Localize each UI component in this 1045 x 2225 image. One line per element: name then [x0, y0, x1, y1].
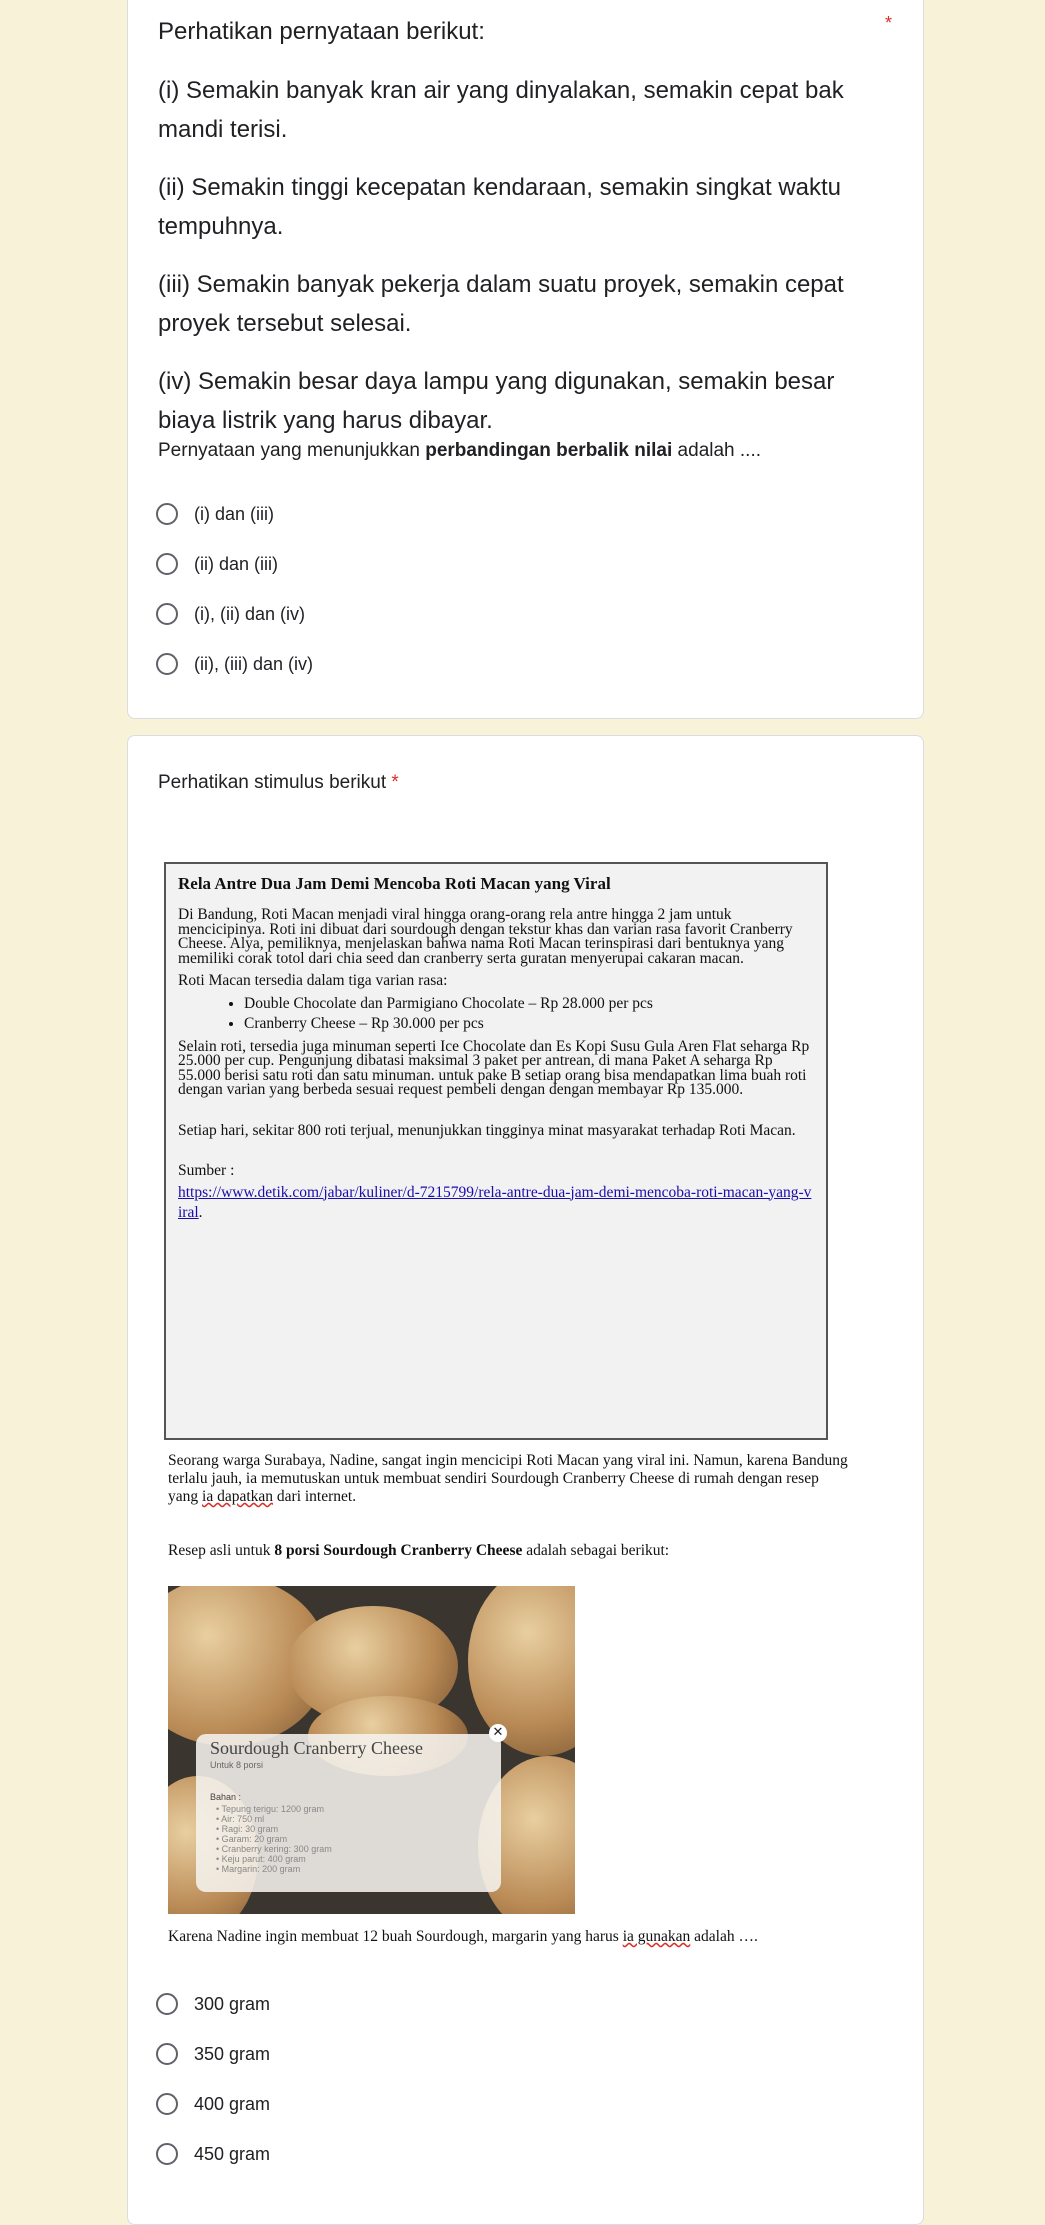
option-q1-c[interactable] — [156, 598, 305, 630]
statement-1: (i) Semakin banyak kran air yang dinyalakan, semakin cepat bak mandi terisi. — [158, 77, 844, 143]
recipe-intro-end: adalah sebagai berikut: — [522, 1542, 670, 1559]
variant-item: • Cranberry Cheese – Rp 30.000 per pcs — [244, 1017, 814, 1032]
radio-button[interactable] — [156, 1993, 178, 2015]
prompt-bold-text: perbandingan berbalik nilai — [425, 440, 673, 461]
spellcheck-word: ia gunakan — [622, 1928, 691, 1945]
option-label: 300 gram — [194, 1993, 271, 2014]
question-title — [158, 766, 399, 800]
prompt-text: Pernyataan yang menunjukkan — [158, 440, 426, 461]
required-asterisk: * — [885, 13, 893, 33]
article-paragraph-4: Setiap hari, sekitar 800 roti terjual, menunjukkan tingginya minat masyarakat terhadap Roti Macan. — [178, 1121, 796, 1139]
news-article — [164, 862, 828, 1440]
option-q1-d[interactable] — [156, 648, 313, 680]
question-card-1 — [127, 0, 924, 719]
option-q1-b[interactable] — [156, 548, 278, 580]
variant-list — [178, 994, 814, 1032]
prompt-text-end: adalah .... — [672, 440, 762, 461]
ingredient-item: • Air: 750 ml — [216, 1814, 265, 1824]
question-text-part: Karena Nadine ingin membuat 12 buah Sourdough, margarin yang harus — [168, 1928, 623, 1945]
ingredient-item: • Tepung terigu: 1200 gram — [216, 1804, 325, 1814]
recipe-ingredients — [216, 1804, 332, 1874]
question-text-end: adalah …. — [690, 1928, 758, 1945]
radio-button[interactable] — [156, 553, 178, 575]
source-line — [178, 1183, 814, 1223]
option-q2-b[interactable] — [156, 2038, 270, 2070]
recipe-intro-bold: 8 porsi Sourdough Cranberry Cheese — [274, 1542, 523, 1559]
option-q1-a[interactable] — [156, 498, 274, 530]
sourdough-photo — [168, 1586, 575, 1914]
option-label: (ii), (iii) dan (iv) — [194, 653, 313, 674]
option-label: (i) dan (iii) — [194, 503, 275, 524]
option-label: 400 gram — [194, 2093, 271, 2114]
statement-2: (ii) Semakin tinggi kecepatan kendaraan, semakin singkat waktu tempuhnya. — [158, 174, 842, 240]
option-label: 450 gram — [194, 2143, 271, 2164]
radio-button[interactable] — [156, 2043, 178, 2065]
option-label: (ii) dan (iii) — [194, 553, 279, 574]
article-paragraph-3: Selain roti, tersedia juga minuman seperti Ice Chocolate dan Es Kopi Susu Gula Aren Flat seharga Rp 25.000 per cup. Pengunjung dibatasi maksimal 3 paket per antrean, di mana Paket A seharga Rp 55.000 berisi satu roti dan satu minuman. untuk pake B setiap orang bisa mendapatkan lima buah roti dengan varian yang berbeda sesuai request pembeli dengan dengan membayar Rp 135.000. — [178, 1037, 810, 1098]
recipe-card — [196, 1725, 504, 1892]
radio-button[interactable] — [156, 503, 178, 525]
question-title-text: Perhatikan stimulus berikut — [158, 772, 387, 793]
recipe-heading: Bahan : — [210, 1792, 242, 1802]
source-link[interactable]: https://www.detik.com/jabar/kuliner/d-7215799/rela-antre-dua-jam-demi-mencoba-roti-macan-yang-viral — [178, 1183, 812, 1221]
story-text-part: Seorang warga Surabaya, Nadine, sangat ingin mencicipi Roti Macan yang viral ini. Namun, karena Bandung terlalu jauh, ia memutuskan untuk membuat sendiri Sourdough Cranberry Cheese di rumah dengan resep yang — [168, 1452, 848, 1505]
source-end: . — [198, 1203, 203, 1221]
story-text-end: dari internet. — [273, 1488, 357, 1505]
close-icon: ✕ — [489, 1724, 507, 1742]
option-q2-c[interactable] — [156, 2088, 270, 2120]
statement-4: (iv) Semakin besar daya lampu yang digunakan, semakin besar biaya listrik yang harus dibayar. — [158, 368, 835, 434]
option-label: 350 gram — [194, 2043, 271, 2064]
article-title: Rela Antre Dua Jam Demi Mencoba Roti Macan yang Viral — [178, 874, 611, 893]
recipe-intro-text: Resep asli untuk — [168, 1542, 275, 1559]
bread-loaf-shape — [468, 1586, 575, 1756]
radio-button[interactable] — [156, 603, 178, 625]
story-text — [168, 1452, 848, 1506]
article-paragraph-2: Roti Macan tersedia dalam tiga varian rasa: — [178, 972, 448, 989]
recipe-subtitle: Untuk 8 porsi — [210, 1760, 264, 1770]
option-q2-d[interactable] — [156, 2138, 270, 2170]
radio-button[interactable] — [156, 2143, 178, 2165]
question-title: Perhatikan pernyataan berikut: — [158, 18, 485, 45]
ingredient-item: • Ragi: 30 gram — [216, 1824, 279, 1834]
question-prompt — [158, 438, 761, 464]
option-q2-a[interactable] — [156, 1988, 270, 2020]
ingredient-item: • Keju parut: 400 gram — [216, 1854, 306, 1864]
radio-button[interactable] — [156, 2093, 178, 2115]
question-card-2 — [127, 735, 924, 2225]
recipe-intro — [168, 1542, 848, 1560]
source-label: Sumber : — [178, 1162, 235, 1179]
option-label: (i), (ii) dan (iv) — [194, 603, 305, 624]
variant-item: • Double Chocolate dan Parmigiano Chocolate – Rp 28.000 per pcs — [244, 997, 814, 1012]
article-paragraph-1: Di Bandung, Roti Macan menjadi viral hingga orang-orang rela antre hingga 2 jam untuk mencicipinya. Roti ini dibuat dari sourdough dengan tekstur khas dan varian rasa favorit Cranberry Cheese. Alya, pemiliknya, menjelaskan bahwa nama Roti Macan terinspirasi dari bentuknya yang memiliki corak totol dari chia seed dan cranberry serta guratan menyerupai cakaran macan. — [178, 906, 793, 967]
radio-button[interactable] — [156, 653, 178, 675]
question-text — [168, 1928, 808, 1946]
ingredient-item: • Garam: 20 gram — [216, 1834, 288, 1844]
spellcheck-word: ia dapatkan — [202, 1488, 274, 1505]
recipe-title: Sourdough Cranberry Cheese — [210, 1738, 423, 1758]
ingredient-item: • Margarin: 200 gram — [216, 1864, 301, 1874]
required-asterisk: * — [391, 772, 399, 793]
ingredient-item: • Cranberry kering: 300 gram — [216, 1844, 332, 1854]
statement-3: (iii) Semakin banyak pekerja dalam suatu proyek, semakin cepat proyek tersebut selesai. — [158, 271, 844, 337]
